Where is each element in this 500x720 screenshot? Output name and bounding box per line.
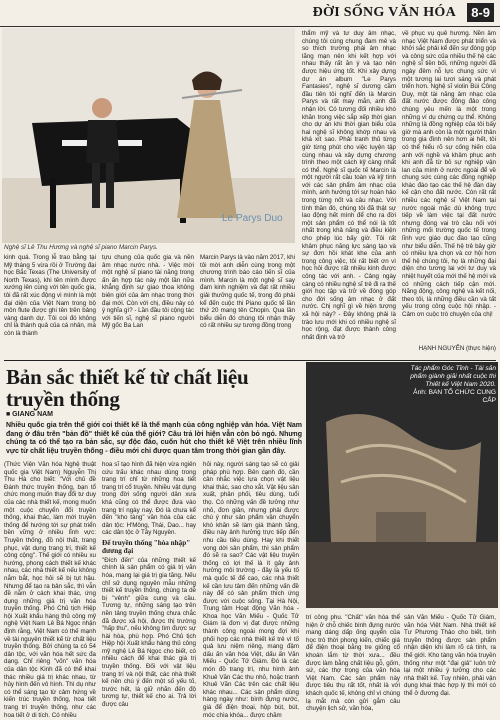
article-column-3: Marcin Parys là vào năm 2017, khi tôi mời anh diễn cùng trong một chương trình báo cáo tiến sĩ của mình. Marcin là một nghệ sĩ say đam kinh nghiệm và đạt rất nhiều giải thưởng quốc tế, trong đó phải kể đến cuộc thi Piano quốc tế lần thứ 20 mang tên Chopin. Qua lần biểu diễn đó chúng tôi nhận thấy có rất nhiều sự tương đồng trong [200,254,295,330]
article-column-2: tựu chung của quốc gia và nền âm nhạc nước nhà. - Việc mời một nghệ sĩ piano tài năng trong ấn ấn hợp tác này một lần nữa khẳng định sự giao thoa không biên giới của âm nhạc trong thời đại mới. Còn với chị, điều này có ý nghĩa gì? - Lần đầu tôi cộng tác với tiến sĩ, nghệ sĩ piano người Mỹ gốc Ba Lan [102,254,194,330]
section-title: ĐỜI SỐNG VĂN HÓA [312,5,456,20]
feature-lead: Nhiều quốc gia trên thế giới coi thiết kế là thế mạnh của công nghiệp văn hóa. Việt Nam đang ở đâu trên "bản đồ" thiết kế của thế giới? Câu trả lời hiện vẫn còn bỏ ngỏ. Nhưng chúng ta có thể tạo ra bản sắc, sự độc đáo, cuốn hút cho thiết kế Việt trên nhiều lĩnh vực từ chất liệu truyền thống - điều mới chỉ được quan tâm trong thời gian gần đây. [6,422,302,455]
page-header [0,0,500,27]
duo-photo-illustration [2,28,295,243]
exhibit-caption-text: Tác phẩm Góc Tĩnh - Tái sản phẩm giành giải nhất cuộc thi Thiết kế Việt Nam 2020. [410,365,496,388]
exhibit-photo-credit: Ảnh: BAN TỔ CHỨC CUNG CẤP [413,389,496,405]
section-divider [4,360,496,361]
feature-column-5: sản Văn Miếu - Quốc Tử Giám, văn hóa Việt Nam. Nhà thiết kế Tư Phương Thảo cho biết, tinh truyền thống được sản phẩm nhận diện khi làm rõ cá tính, ra thế giới. Kho tàng văn hóa truyền thống như một "đại giả" luôn trở lại một nhiều ý tưởng cho các nhà thiết kế. Tuy nhiên, phải vận dụng khai thác hợp lý thì mới có thể ở đương đại. [404,614,496,697]
exhibit-photo-caption [404,365,496,405]
article-column-1: kinh quá. Trong lễ trao bằng tại Mỹ tháng 5 vừa rồi ở Trường đại học Bắc Texas (The University of North Texas), khi tên mình được xướng lên cùng với tên quốc gia, tôi đã rất xúc động vì mình là một đại diện của Việt Nam trong bộ môn flute được ghi tên trên bảng vàng danh dự. Tôi coi đó không chỉ là thành quả của cá nhân, mà còn là thành [4,254,96,337]
feature-column-2-text-b: "Đích đến" của những thiết kế chính là sản phẩm có giá trị văn hóa, mang lại giá trị gia tăng. Nếu chỉ sử dụng nguyên mẫu những thiết kế truyền thống, chúng ta dễ bị "vênh" giữa cung và cầu. Tương tự, những sáng tạo trên nền tảng truyền thống chưa chắc đã được xã hội, được thị trường "hấp thu", nếu không tìm được sự hài hòa, phù hợp. Phó Chủ tịch Hiệp hội Xuất khẩu hàng thủ công mỹ nghệ Lê Bá Ngọc cho biết, có nhiều cách để khai thác giá trị truyền thống. Đối với vật liệu trang trí và nội thất, các nhà thiết kế nên chú ý đến một số yếu tố, trước hết, là giữ nhãn đến độ tương tự, thiết kế cho ai. Trả lời được câu [102,556,196,709]
feature-column-4: trí công phu. "Chất" văn hóa thể hiện ở chỗ chiếc bình đựng nước mang dáng dấp ống quyển của học trò thời phong kiến, chiếc giá để điện thoại bằng tre giống cổ khoán lắm từ thời xưa... đều được làm bằng chất liệu gỗ, gốm, sứ, các thợ trọng của văn hóa Việt Nam. Các sản phẩm này được tiêu thụ rất tốt, nhất là với khách quốc tế, không chỉ vì chúng lạ mắt mà còn gửi gắm câu chuyện lịch sử, văn hóa, [306,614,400,713]
feature-column-2 [102,461,196,709]
article-column-5: về phục vụ quê hương. Nền âm nhạc Việt Nam được phát triển và khởi sắc phải kể đến sự đóng góp và công sức của nhiều thế hệ các nghệ sĩ tiền bối, những người đã ngày đêm nỗ lực chung sức vì một tương lai tươi sáng và phát triển hơn. Nghệ sĩ violin Bùi Công Duy, một tài năng âm nhạc của đất nước được đông đảo công chúng yêu mến là một trong những ví dụ chứng cụ thể. Không những là đồng nghiệp của tôi bấy giờ mà anh còn là một người thân trong gia đình nên hơn ai hết, tôi có thể hiểu rõ sự cống hiến của anh với nghề và khâm phục anh khi anh đã từ bỏ sự nghiệp vận lan của mình ở nước ngoài để về chung sức cùng các đồng nghiệp khác đào tạo các thế hệ đàn dày kế cận cho đất nước. Còn rất rất nhiều các nghệ sĩ Việt Nam tại nước ngoài mặc dù không trực tiếp về làm việc tại đất nước nhưng đóng vai trò cầu nối với những mối trường quốc tế trong lĩnh vực giáo dục đào tạo cũng như biểu diễn. Thế hệ trẻ bây giờ có nhiều lựa chọn và cơ hội hơn thế hệ chúng tôi, họ là những đại diện cho tương lai với tư duy và nhiệt huyết của mới thế hệ mới và có những cách tiếp cận mới. Năng động, công nghệ và kết nối, theo tôi, là những điều cần và tất yếu trong công cuộc hội nhập. - Cảm ơn cuộc trò chuyện của chị! [402,30,496,318]
photo-watermark: Le Parys Duo [222,213,283,224]
article-column-4: thẩm mỹ và tư duy âm nhạc, chúng tôi cùng chung đam mê và so thích trường phái âm nhạc lãng mạn nên khi kết hợp với nhau thấy rất ăn ý và tạo nên được hiệu ứng tốt. Khi xây dựng dự án album "Le Parys Fantasies", nghệ sĩ dương cầm đầu tiên tôi nghĩ đến là Marcin Parys và rất may mắn, anh đã nhận lời. Có tương đối nhiều khó khăn trong việc sắp xếp thời gian cho dự án khi thời gian biểu của hai nghệ sĩ không khớp nhau và khá xít sao. Phải tranh thủ từng giờ từng phút cho việc luyện tập cùng nhau và xây dựng chương trình theo một cách kỹ càng nhất có thể. Nghệ sĩ quốc tế Marcin là một người rất cầu toàn và kỹ tính với các sản phẩm âm nhạc của mình, anh hướng tới sự hoàn hảo trong từng nốt và câu nhạc. Với tính thần đó, chúng tôi đã thật sự lao động hết mình để cho ra đời một sản phẩm có thể nói là tốt nhất trong khả năng và điều kiện cho phép lúc bấy giờ. Tôi rất khâm phục năng lực sáng tạo và sự đơn hồi khát khe của anh trong công việc, tôi rất biết ơn vì học hỏi được rất nhiều kinh được công tác với anh. - Cảng ngày càng có nhiều nghệ sĩ trẻ đi ra thế giới học tập và trở về đóng góp cho đời sống âm nhạc ở đất nước. Chị nghĩ gì về hiện tượng xã hội này? - Đây không phải là trào lưu mới khi có nhiều nghệ sĩ học rộng, đạt được thành công nhất định và trở [302,30,396,341]
page-number: 8-9 [467,3,494,22]
feature-headline: Bản sắc thiết kế từ chất liệu truyền thống [6,365,249,411]
feature-column-1: (Thức Viện Văn hóa Nghệ thuật quốc gia Việt Nam) Nguyễn Thị Thu Hà cho biết: "Với chủ đề Đánh thức truyền thống, bạn tổ chức mong muốn thay đổi tư duy của các nhà thiết kế, mong muốn một cuộc chuyển đổi truyền thống, khai thác, làm mới truyền thống để hướng tới sự phát triển bền vững ở nhiều lĩnh vực: Truyền thống, đồ nội thất, trang phục, vật dụng trang trí, thiết kế công cộng". Thế giới có nhiều xu hướng, phong cách thiết kế khác nhau, các nhà thiết kế nếu không nắm bắt, học hỏi sẽ bị tụt hậu. Nhưng để tạo ra bản sắc, thì vẫn đề nằm ở cách khai thác, ứng dụng những giá trị văn hóa truyền thống. Phó Chủ tịch Hiệp hội Xuất khẩu hàng thủ công mỹ nghệ Việt Nam Lê Bá Ngọc nhận định rằng, Việt Nam có thế mạnh về tài nguyên thiết kế từ chất liệu truyền thống. Bởi chúng ta có 54 dân tộc, với văn hóa hết sức đa dạng. Chỉ riêng "vốn" văn hóa của dân tộc Kinh đã có thể khai thác nhiều giá trị khác nhau, từ hủy hình đến vô hình. Thì dụ như có thể sáng tạo từ cảm hứng về kiến trúc truyền thống, hoa tiết trang trí truyền thống, như các hoa tiết ở di tích. Có nhiều [4,461,96,719]
article-signature: HẠNH NGUYÊN (thực hiện) [418,345,496,352]
feature-column-2-text: hoa sĩ tạo hình đã hiện vừa ngiên cứu trấu khác nhau dùng trong trang trí chỉ từ những hoa tiết trang trí cổ truyền. Nhiều vật dụng trong đời sống người dân xưa khá cũng có thể được đưa vào trang trí ngày nay. Đó là chưa kể đến "kho tàng" văn hóa của các dân tộc: H'Mông, Thái, Dao... hay các dân tộc ở Tây Nguyên. [102,461,196,537]
feature-column-3: hỏi này, người sáng tạo sẽ có giải pháp phù hợp. Bên cạnh đó, cần cân nhắc việc lựa chọn vật liệu khai thác, sao cho xắt. Vật liệu sản xuất, phân phối, tiêu dùng, tuổi thọ. Có những vấn đề tưởng như nhỏ, đơn giản, nhưng phải được chú ý như sản phẩm vận chuyển khó khăn sẽ làm giá thành tăng, điều này ảnh hưởng trực tiếp đến nhu cầu tiêu dùng. Hay khi thiết vong dời sản phẩm, thì sản phẩm đó sẽ ra sao? Các vật liệu truyền thống có lợi thế là ít gây ảnh hưởng môi trường - đây là yếu tố mà quốc tế để cao, các nhà thiết kế cần lưu tâm đến những vấn đề này để có sản phẩm thích ứng được với cuộc sống. Tại Hà Nội, Trung tâm Hoạt động Văn hóa - Khoa học Văn Miếu - Quốc Tử Giám là đơn vị đạt được những thành công ngoài mong đợi khi phối hợp các nhà thiết kế trẻ vì tố quả lưu niệm riêng, mang đậm dấu ấn văn hóa Việt, dấu ấn Văn Miếu - Quốc Tử Giám. Đó là các món đồ trang trí, nhu hình ảnh Khuê Văn Các thu nhỏ, hoặc tranh Khuê Văn Các trên các chất liệu khác nhau... Các sản phẩm dùng hàng ngày như: bình đựng nước, giá để điện thoại, hộp bút, bút, móc chìa khóa... được chăm [203,461,299,719]
feature-byline: ■ GIANG NAM [6,411,54,418]
photo-caption: Nghệ sĩ Lê Thu Hương và nghệ sĩ piano Marcin Parys. [4,244,158,251]
feature-subheading: Để truyền thống "hòa nhập" đương đại [102,538,191,556]
duo-photo [2,28,295,243]
